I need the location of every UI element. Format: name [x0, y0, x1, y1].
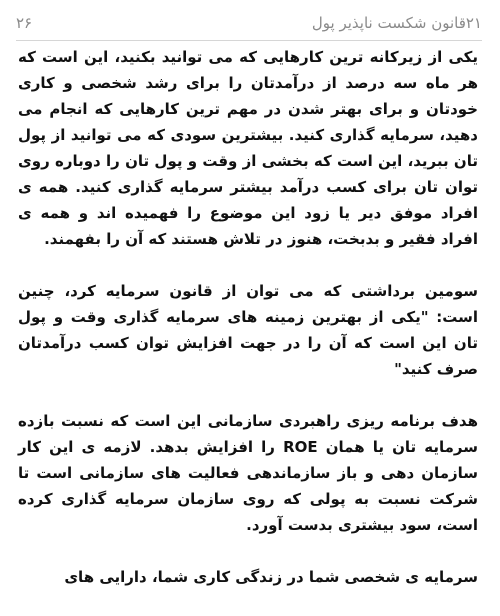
page-number: ۲۶ [16, 14, 33, 32]
body-paragraph-2: سومین برداشتی که می توان از قانون سرمایه کرد، چنین است: "یکی از بهترین زمینه های سرمایه گذاری وقت و پول تان این است که آن را در جهت افزایش توان کسب درآمدتان صرف کنید" [18, 282, 478, 378]
body-paragraph-4: سرمایه ی شخصی شما در زندگی کاری شما، دارایی های [64, 568, 478, 586]
page-body [18, 44, 478, 616]
book-title: ۲۱قانون شکست ناپذیر پول [311, 14, 482, 32]
page-header [16, 6, 482, 41]
body-paragraph-1: یکی از زیرکانه ترین کارهایی که می توانید بکنید، این است که هر ماه سه درصد از درآمدتان را برای رشد شخصی و کاری خودتان و برای بهتر شدن در مهم ترین کارهایی که انجام می دهید، سرمایه گذاری کنید. بیشترین سودی که می توانید از پول تان ببرید، این است که بخشی از وقت و پول تان را دوباره روی توان تان برای کسب درآمد بیشتر سرمایه گذاری کنید. همه ی افراد موفق دیر یا زود این موضوع را فهمیده اند و همه ی افراد فقیر و بدبخت، هنوز در تلاش هستند که آن را بفهمند. [18, 48, 478, 248]
body-paragraph-3: هدف برنامه ریزی راهبردی سازمانی این است که نسبت بازده سرمایه تان یا همان ROE را افزایش بدهد. لازمه ی این کار سازمان دهی و باز سازماندهی فعالیت های سازمانی است تا شرکت نسبت به پولی که روی سازمان سرمایه گذاری کرده است، سود بیشتری بدست آورد. [18, 412, 479, 534]
